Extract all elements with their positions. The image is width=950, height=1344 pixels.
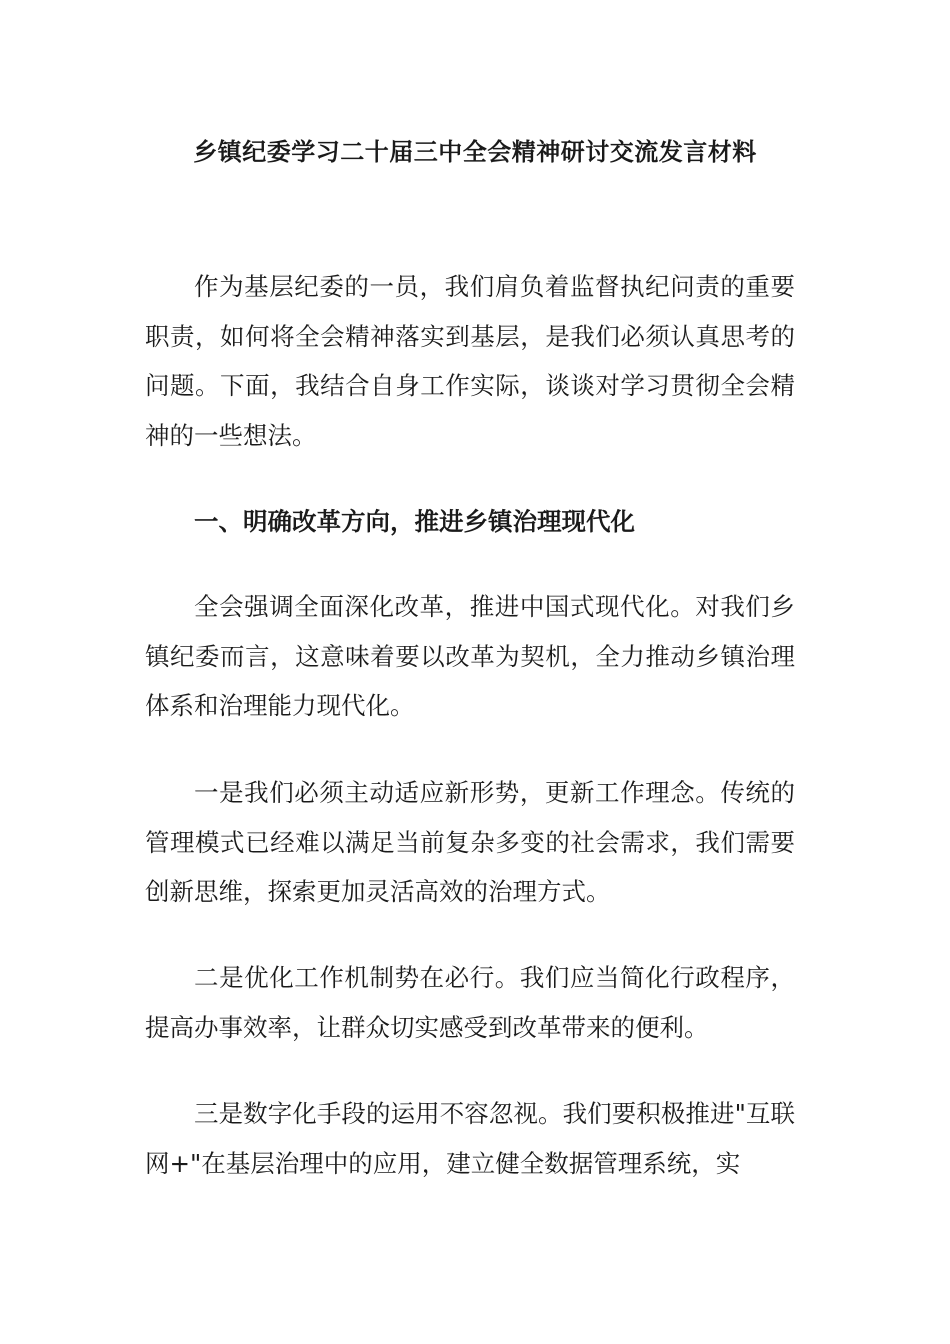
document-title: 乡镇纪委学习二十届三中全会精神研讨交流发言材料 xyxy=(193,138,757,166)
body-paragraph: 二是优化工作机制势在必行。我们应当简化行政程序，提高办事效率，让群众切实感受到改革带来的便利。 xyxy=(145,963,795,1042)
body-paragraph: 三是数字化手段的运用不容忽视。我们要积极推进"互联网+"在基层治理中的应用，建立健全数据管理系统，实 xyxy=(145,1099,795,1178)
body-paragraph: 一是我们必须主动适应新形势，更新工作理念。传统的管理模式已经难以满足当前复杂多变的社会需求，我们需要创新思维，探索更加灵活高效的治理方式。 xyxy=(145,778,795,906)
body-paragraph: 全会强调全面深化改革，推进中国式现代化。对我们乡镇纪委而言，这意味着要以改革为契机，全力推动乡镇治理体系和治理能力现代化。 xyxy=(145,592,795,720)
intro-paragraph: 作为基层纪委的一员，我们肩负着监督执纪问责的重要职责，如何将全会精神落实到基层，是我们必须认真思考的问题。下面，我结合自身工作实际，谈谈对学习贯彻全会精神的一些想法。 xyxy=(145,272,795,450)
section-heading: 一、明确改革方向，推进乡镇治理现代化 xyxy=(194,507,635,536)
